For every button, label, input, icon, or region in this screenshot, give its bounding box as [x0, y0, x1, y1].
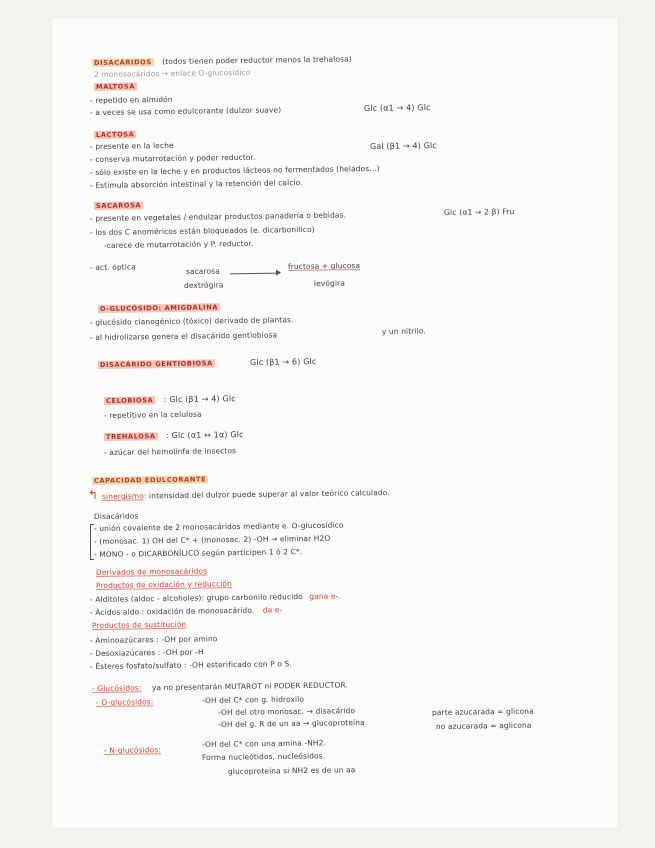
- capacidad-heading-wrap: [92, 474, 208, 486]
- maltosa-heading-wrap: [94, 81, 137, 92]
- acidos-line: [90, 605, 283, 618]
- maltosa-item-1: - repetido en almidón: [89, 94, 173, 105]
- glucosidos-note: ya no presentarán MUTAROT ni PODER REDUCTOR.: [151, 680, 349, 693]
- sinergismo-word: sinergismo: [101, 491, 144, 501]
- trehalosa-line: [104, 430, 244, 442]
- amigdalina-item-1: - glucósido cianogénico (tóxico) derivado de plantas.: [89, 315, 294, 327]
- sinergismo-line: [102, 488, 390, 502]
- alditoles-gana: gana e-.: [309, 591, 341, 601]
- parte-no-azucarada: no azucarada = aglicona: [435, 720, 532, 731]
- amigdalina-heading: O-GLUCÓSIDO: AMIGDALINA: [99, 303, 219, 313]
- disacaridos-item-2: - (monosac. 1) OH del C* + (monosac. 2) -OH → eliminar H2O: [93, 533, 331, 546]
- disacaridos-title: DISACÁRIDOS: [93, 58, 152, 67]
- disacaridos-heading-line: [92, 54, 352, 68]
- return-arrow-icon: ↰: [87, 487, 99, 502]
- lactosa-item-4: - Estimula absorción intestinal y la retención del calcio.: [89, 178, 303, 190]
- n-glucosidos-item-1: -OH del C* con una amina -NH2.: [201, 738, 327, 749]
- lactosa-formula: Gal (β1 → 4) Glc: [369, 141, 438, 151]
- glucosidos-line: [92, 680, 348, 694]
- aminoazucares-line: - Aminoazúcares : -OH por amino: [89, 634, 218, 645]
- glucosidos-heading: - Glucósidos:: [91, 683, 142, 693]
- maltosa-item-2: - a veces se usa como edulcorante (dulzor suave): [89, 105, 282, 117]
- acidos-da: da e-: [262, 605, 283, 615]
- trehalosa-heading: TREHALOSA: [105, 432, 156, 441]
- trehalosa-item-1: - azúcar del hemolinfa de insectos: [103, 446, 237, 457]
- fructosa-glucosa: fructosa + glucosa: [287, 260, 361, 271]
- disacaridos-subtitle: 2 monosacáridos → enlace O-glucosídico: [93, 67, 251, 79]
- gentiobiosa-heading-wrap: [98, 358, 215, 370]
- sinergismo-text: : intensidad del dulzor puede superar al valor teórico calculado.: [143, 487, 390, 501]
- celobiosa-heading: CELOBIOSA: [105, 396, 154, 405]
- sacarosa-heading: SACAROSA: [95, 201, 142, 210]
- dextrogira-word: dextrógira: [183, 280, 224, 290]
- productos-oxidacion-heading: Productos de oxidación y reducción: [95, 579, 233, 590]
- o-glucosidos-heading: - O-glucósidos:: [95, 697, 154, 707]
- capacidad-heading: CAPACIDAD EDULCORANTE: [93, 475, 207, 485]
- disacaridos-item-3: - MONO - o DICARBONÍLICO según participen 1 ó 2 C*.: [93, 547, 303, 559]
- disacaridos-item-1: - unión covalente de 2 monosacáridos mediante e. O-glucosídico: [93, 520, 344, 533]
- trehalosa-formula: : Glc (α1 ↔ 1α) Glc: [165, 430, 244, 441]
- sacarosa-heading-wrap: [94, 200, 143, 211]
- reaction-arrow: [230, 273, 280, 275]
- act-optica-label: - act. óptica: [89, 262, 136, 272]
- sacarosa-item-3: -carece de mutarrotación y P. reductor.: [103, 238, 254, 250]
- lactosa-heading: LACTOSA: [95, 130, 135, 139]
- lactosa-item-1: - presente en la leche: [89, 140, 174, 151]
- gentiobiosa-heading: DISACÁRIDO GENTIOBIOSA: [99, 359, 213, 369]
- maltosa-heading: MALTOSA: [95, 82, 135, 91]
- celobiosa-formula: : Glc (β1 → 4) Glc: [163, 394, 236, 405]
- lactosa-heading-wrap: [94, 129, 136, 140]
- acidos-text: - Ácidos aldo : oxidación de monosacárido.: [89, 605, 255, 617]
- celobiosa-line: [104, 394, 236, 406]
- lactosa-item-2: - conserva mutarrotación y poder reductor.: [89, 152, 256, 164]
- amigdalina-heading-wrap: [98, 302, 220, 314]
- sacarosa-formula: Glc (α1 → 2 β) Fru: [443, 207, 515, 217]
- n-glucosidos-item-3: glucoproteína si NH2 es de un aa: [227, 765, 356, 776]
- sacarosa-item-1: - presente en vegetales / endulzar productos panadería o bebidas.: [89, 210, 347, 223]
- productos-sustitucion-heading: Productos de sustitución: [91, 619, 187, 630]
- disacaridos-note: (todos tienen poder reductor menos la trehalosa): [162, 54, 352, 67]
- amigdalina-item-2: - al hidrolizarse genera el disacárido gentiobiosa: [89, 330, 278, 342]
- celobiosa-item-1: - repetitivo en la celulosa: [103, 409, 202, 420]
- o-glucosidos-item-1: -OH del C* con g. hidroxilo: [201, 694, 305, 705]
- n-glucosidos-item-2: Forma nucleótidos, nucleósidos.: [201, 751, 326, 762]
- sacarosa-word: sacarosa: [185, 266, 221, 276]
- sacarosa-item-2: - los dos C anoméricos están bloqueados (e. dicarbonílico): [89, 224, 315, 237]
- parte-azucarada: parte azucarada = glicona: [431, 706, 534, 717]
- desoxiazucares-line: - Desoxiazúcares : -OH por -H: [89, 647, 204, 658]
- disacaridos-word: Disacáridos: [93, 511, 139, 521]
- esteres-line: - Ésteres fosfato/sulfato : -OH esterificado con P o S.: [89, 659, 292, 671]
- maltosa-formula: Glc (α1 → 4) Glc: [363, 103, 431, 113]
- derivados-heading: Derivados de monosacáridos: [95, 566, 208, 577]
- alditoles-line: [90, 591, 341, 605]
- amigdalina-item-2b: y un nitrilo.: [381, 326, 426, 336]
- gentiobiosa-formula: Glc (β1 → 6) Glc: [249, 357, 317, 367]
- o-glucosidos-item-2: -OH del otro monosac. → disacárido: [217, 706, 356, 717]
- lactosa-item-3: - sólo existe en la leche y en productos lácteos no fermentados (helados...): [89, 163, 380, 177]
- levogira-word: levógira: [313, 278, 346, 288]
- n-glucosidos-heading: - N-glucósidos:: [103, 745, 161, 755]
- alditoles-text: - Alditoles (aldoc - alcoholes): grupo carbonilo reducido: [89, 592, 303, 604]
- o-glucosidos-item-3: -OH del g. R de un aa → glucoproteína: [217, 717, 365, 729]
- notebook-page: [52, 18, 618, 828]
